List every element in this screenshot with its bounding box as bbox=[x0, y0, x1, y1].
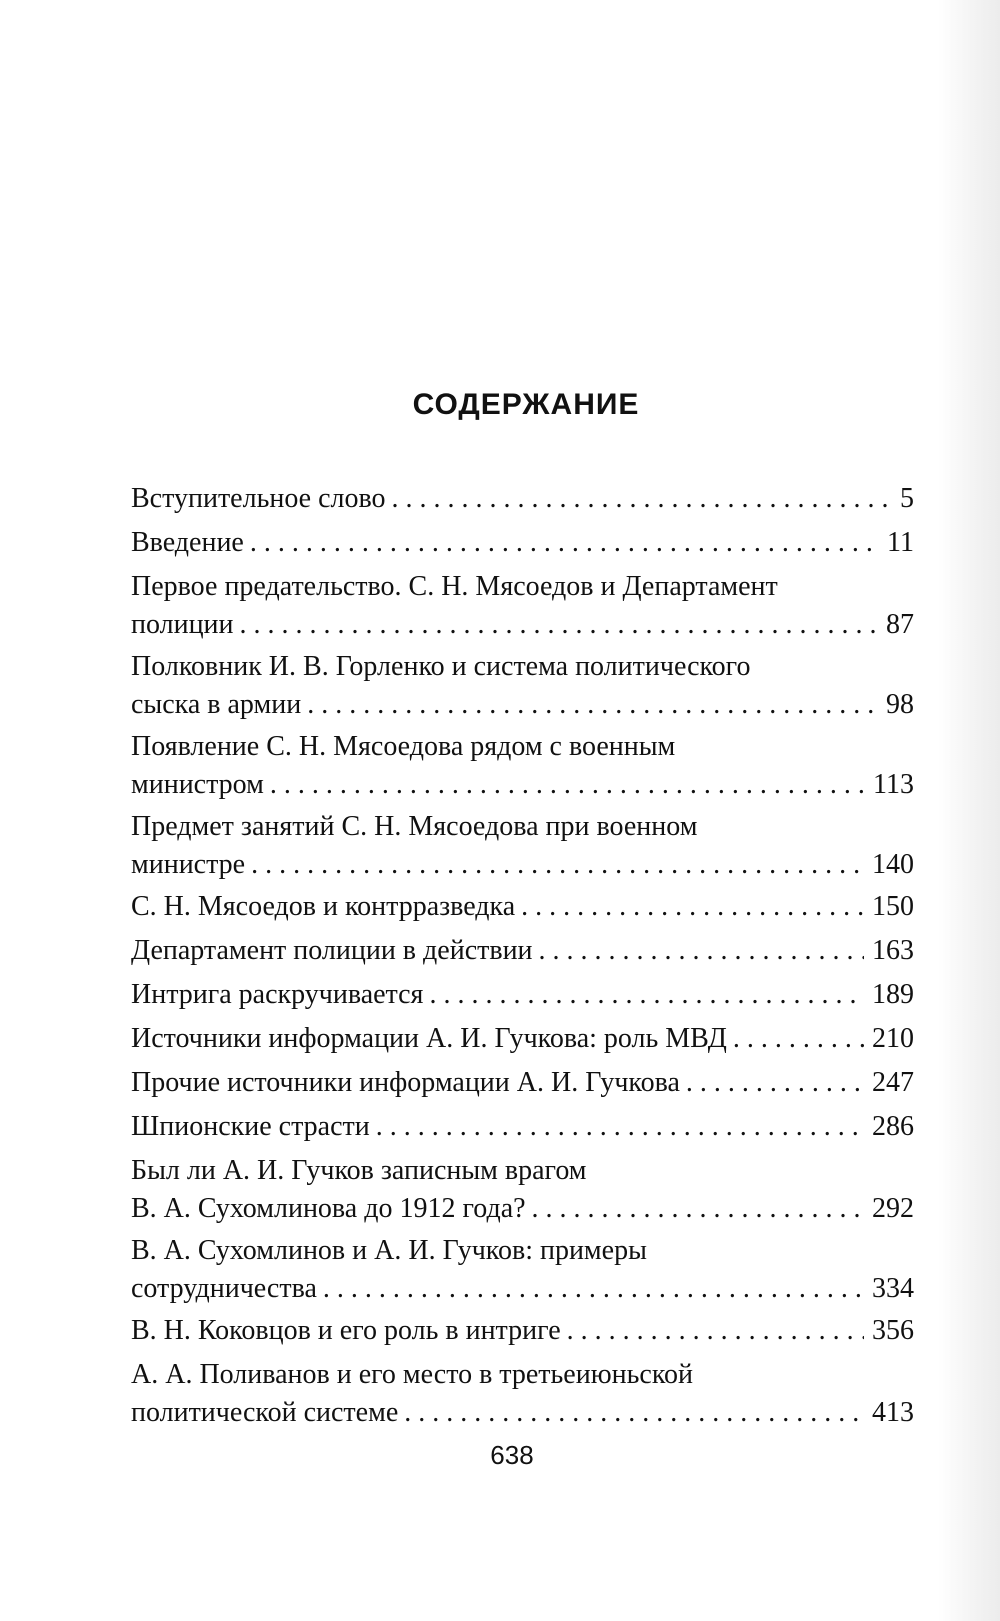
toc-entry-title-line: С. Н. Мясоедов и контрразведка bbox=[131, 891, 516, 922]
toc-entry-title-line: сотрудничества bbox=[131, 1273, 317, 1304]
page-edge-shadow bbox=[938, 0, 1000, 1621]
toc-entry-row bbox=[131, 846, 914, 884]
toc-entry-title-line: сыска в армии bbox=[131, 689, 302, 720]
dot-leader bbox=[539, 932, 864, 970]
dot-leader bbox=[376, 1108, 864, 1146]
toc-entry bbox=[131, 1356, 914, 1432]
toc-entry bbox=[131, 1312, 914, 1350]
toc-entry-title-line: Полковник И. В. Горленко и система политического bbox=[131, 651, 751, 682]
toc-entry-page-number: 292 bbox=[872, 1193, 914, 1224]
toc-entry-title-line: Источники информации А. И. Гучкова: роль МВД bbox=[131, 1023, 727, 1054]
toc-entry-title-line: А. А. Поливанов и его место в третьеиюньской bbox=[131, 1359, 693, 1390]
dot-leader bbox=[250, 524, 879, 562]
toc-entry-row bbox=[131, 766, 914, 804]
toc-entry-title-line: министре bbox=[131, 849, 246, 880]
toc-entry-page-number: 11 bbox=[887, 527, 914, 558]
dot-leader bbox=[270, 766, 865, 804]
dot-leader bbox=[521, 888, 864, 926]
toc-entry-row bbox=[131, 524, 914, 562]
dot-leader bbox=[323, 1270, 864, 1308]
dot-leader bbox=[567, 1312, 864, 1350]
toc-entry-title-line: Департамент полиции в действии bbox=[131, 935, 533, 966]
toc-entry bbox=[131, 524, 914, 562]
dot-leader bbox=[686, 1064, 864, 1102]
toc-entry-title-line: В. Н. Коковцов и его роль в интриге bbox=[131, 1315, 561, 1346]
toc-entry-page-number: 140 bbox=[872, 849, 914, 880]
toc-entry-title-line: Вступительное слово bbox=[131, 483, 386, 514]
toc-entry-page-number: 247 bbox=[872, 1067, 914, 1098]
toc-entry-row bbox=[131, 888, 914, 926]
toc-entry-page-number: 163 bbox=[872, 935, 914, 966]
toc-entry-page-number: 286 bbox=[872, 1111, 914, 1142]
toc-entry-title-line: Предмет занятий С. Н. Мясоедова при военном bbox=[131, 811, 698, 842]
toc-entry-page-number: 189 bbox=[872, 979, 914, 1010]
toc-entry-row bbox=[131, 1108, 914, 1146]
toc-entry bbox=[131, 888, 914, 926]
dot-leader bbox=[532, 1190, 864, 1228]
toc-entry-page-number: 210 bbox=[872, 1023, 914, 1054]
toc-entry bbox=[131, 568, 914, 644]
toc-entry bbox=[131, 480, 914, 518]
toc-entry-title-line: Был ли А. И. Гучков записным врагом bbox=[131, 1155, 587, 1186]
toc-entry-title-line: министром bbox=[131, 769, 264, 800]
toc-entry-row bbox=[131, 1394, 914, 1432]
toc-entry-title-line: Появление С. Н. Мясоедова рядом с военным bbox=[131, 731, 676, 762]
toc-entry bbox=[131, 648, 914, 724]
table-of-contents bbox=[131, 480, 914, 1436]
toc-entry-row bbox=[131, 976, 914, 1014]
toc-entry bbox=[131, 728, 914, 804]
toc-entry-row bbox=[131, 932, 914, 970]
toc-entry-page-number: 5 bbox=[900, 483, 914, 514]
toc-entry-row bbox=[131, 1020, 914, 1058]
toc-entry bbox=[131, 1020, 914, 1058]
toc-entry-page-number: 87 bbox=[886, 609, 914, 640]
toc-entry-row bbox=[131, 1312, 914, 1350]
toc-entry-title-line: В. А. Сухомлинова до 1912 года? bbox=[131, 1193, 526, 1224]
dot-leader bbox=[392, 480, 892, 518]
toc-entry-page-number: 150 bbox=[872, 891, 914, 922]
toc-entry-row bbox=[131, 1190, 914, 1228]
toc-entry-title-line: политической системе bbox=[131, 1397, 399, 1428]
dot-leader bbox=[307, 686, 878, 724]
toc-entry-row bbox=[131, 606, 914, 644]
toc-entry-title-line: В. А. Сухомлинов и А. И. Гучков: примеры bbox=[131, 1235, 647, 1266]
toc-entry-title-line: Первое предательство. С. Н. Мясоедов и Департамент bbox=[131, 571, 778, 602]
toc-entry-page-number: 413 bbox=[872, 1397, 914, 1428]
toc-entry-page-number: 113 bbox=[873, 769, 914, 800]
toc-entry-row bbox=[131, 686, 914, 724]
toc-entry bbox=[131, 1108, 914, 1146]
toc-entry bbox=[131, 1232, 914, 1308]
dot-leader bbox=[240, 606, 878, 644]
toc-entry-page-number: 356 bbox=[872, 1315, 914, 1346]
toc-entry-row bbox=[131, 1270, 914, 1308]
toc-entry-title-line: Интрига раскручивается bbox=[131, 979, 424, 1010]
toc-entry-page-number: 334 bbox=[872, 1273, 914, 1304]
toc-entry-page-number: 98 bbox=[886, 689, 914, 720]
toc-entry-title-line: Введение bbox=[131, 527, 244, 558]
dot-leader bbox=[251, 846, 864, 884]
toc-entry bbox=[131, 1064, 914, 1102]
toc-entry bbox=[131, 808, 914, 884]
toc-entry-row bbox=[131, 1064, 914, 1102]
toc-entry-row bbox=[131, 480, 914, 518]
toc-entry-title-line: Прочие источники информации А. И. Гучкова bbox=[131, 1067, 680, 1098]
toc-entry bbox=[131, 976, 914, 1014]
page-title: СОДЕРЖАНИЕ bbox=[412, 388, 640, 421]
dot-leader bbox=[733, 1020, 864, 1058]
dot-leader bbox=[429, 976, 864, 1014]
dot-leader bbox=[404, 1394, 864, 1432]
toc-entry bbox=[131, 1152, 914, 1228]
toc-entry-title-line: Шпионские страсти bbox=[131, 1111, 370, 1142]
page-number: 638 bbox=[490, 1440, 534, 1470]
toc-entry-title-line: полиции bbox=[131, 609, 234, 640]
toc-entry bbox=[131, 932, 914, 970]
